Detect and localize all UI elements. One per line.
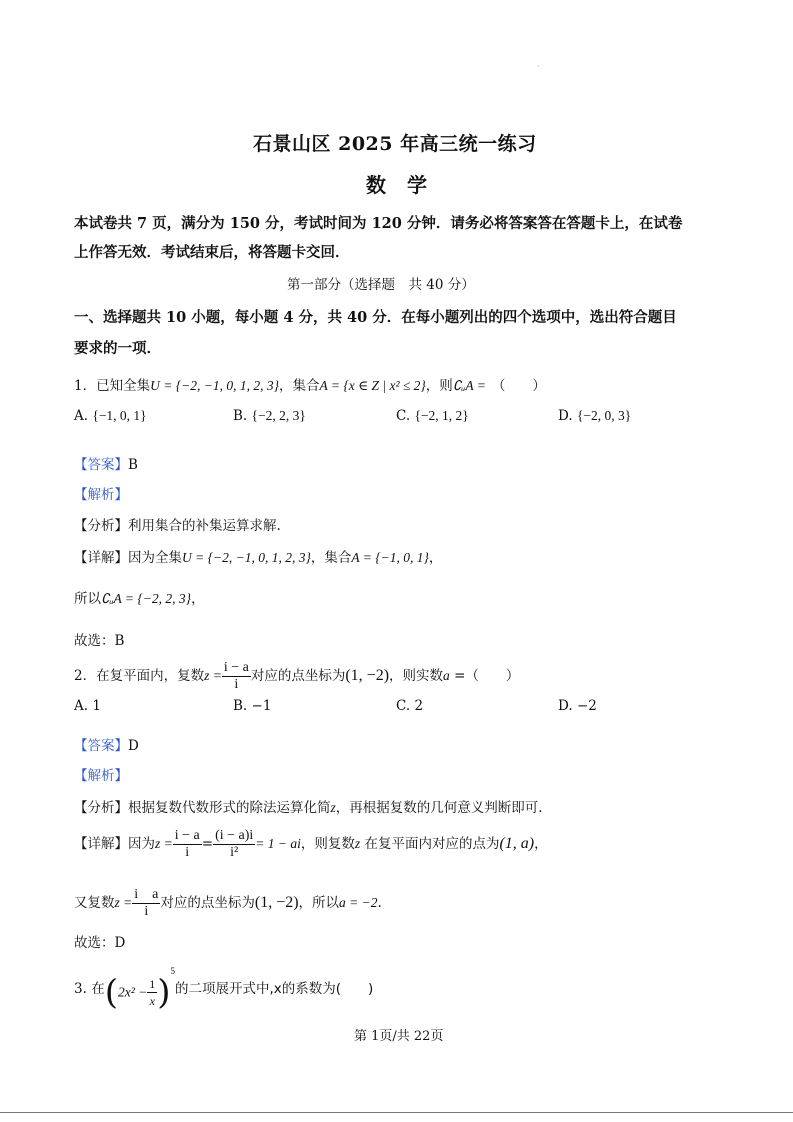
again-fraction bbox=[132, 887, 160, 920]
expr-left-paren: ( bbox=[104, 972, 118, 1013]
again-result: a = −2 bbox=[339, 895, 378, 910]
detail-fraction-1 bbox=[173, 828, 202, 861]
again-text: 又复数 bbox=[74, 895, 115, 911]
q2-tail: ，则实数 bbox=[389, 668, 444, 684]
q1-option-d bbox=[558, 408, 631, 424]
fraction-denominator: i bbox=[144, 904, 149, 919]
q3-expression bbox=[105, 966, 175, 1013]
answer-value: B bbox=[128, 457, 138, 473]
q2-paren: （ ） bbox=[465, 668, 520, 684]
solution-prefix: 所以 bbox=[74, 591, 101, 607]
expr-right-paren: ) bbox=[157, 972, 171, 1013]
q1-tail: ，则 bbox=[425, 378, 453, 394]
q2-detail bbox=[74, 828, 548, 861]
answer-tag: 【答案】 bbox=[74, 738, 128, 754]
option-label: B. bbox=[233, 408, 248, 424]
page-title: 石景山区 2025 年高三统一练习 bbox=[253, 133, 537, 155]
q1-paren: （ ） bbox=[491, 378, 546, 394]
q1-prefix: 1．已知全集 bbox=[74, 378, 151, 394]
fraction-denominator: i bbox=[234, 677, 239, 692]
fraction-denominator: x bbox=[149, 994, 155, 1008]
fraction-numerator: 1 bbox=[149, 977, 156, 991]
answer-value: D bbox=[128, 738, 139, 754]
section-line-1: 一、选择题共 10 小题，每小题 4 分，共 40 分．在每小题列出的四个选项中，选出符合题目 bbox=[74, 309, 677, 326]
q1-stem bbox=[74, 374, 546, 394]
detail-text: ，集合 bbox=[310, 550, 352, 566]
detail-set-u: U = {−2, −1, 0, 1, 2, 3} bbox=[182, 550, 311, 565]
detail-var: z bbox=[354, 836, 361, 851]
option-text: −2 bbox=[576, 698, 597, 714]
detail-fraction-2 bbox=[213, 828, 255, 861]
q1-set-a: A = {x ∈ Z | x² ≤ 2} bbox=[319, 378, 426, 393]
q2-fraction bbox=[222, 660, 251, 693]
q2-fenxi bbox=[74, 796, 543, 816]
detail-text: ，则复数 bbox=[300, 836, 355, 852]
expr-fraction bbox=[147, 976, 157, 1009]
detail-tag: 【详解】 bbox=[74, 836, 128, 852]
q2-var: a bbox=[443, 668, 450, 683]
q1-option-b bbox=[233, 408, 306, 424]
q2-option-c bbox=[396, 698, 423, 714]
expr-body: 2x² − bbox=[117, 984, 148, 1000]
option-label: A. bbox=[74, 698, 89, 714]
again-text: . bbox=[377, 895, 382, 911]
detail-text: 因为 bbox=[128, 836, 155, 852]
again-point: (1, −2) bbox=[254, 894, 299, 911]
again-z: z = bbox=[114, 895, 133, 910]
option-label: C. bbox=[396, 408, 411, 424]
fenxi-text: 根据复数代数形式的除法运算化简 bbox=[128, 800, 331, 816]
answer-tag: 【答案】 bbox=[74, 457, 128, 473]
q2-mid: 对应的点坐标为 bbox=[250, 668, 346, 684]
fraction-denominator: i² bbox=[230, 845, 239, 860]
q2-analysis-tag: 【解析】 bbox=[74, 768, 128, 784]
option-text: 2 bbox=[414, 698, 424, 714]
fraction-numerator: i a bbox=[134, 887, 159, 902]
q2-stem bbox=[74, 660, 519, 693]
q2-z: z = bbox=[204, 668, 222, 683]
detail-set-a: A = {−1, 0, 1} bbox=[351, 550, 429, 565]
fraction-numerator: (i − a)i bbox=[215, 828, 254, 843]
solution-expr: ∁ᵤA = {−2, 2, 3} bbox=[101, 591, 192, 606]
q1-option-c bbox=[396, 408, 469, 424]
instructions-line-1: 本试卷共 7 页，满分为 150 分，考试时间为 120 分钟．请务必将答案答在答题卡上，在试卷 bbox=[74, 215, 683, 232]
bottom-divider bbox=[0, 1112, 793, 1113]
subject-title: 数 学 bbox=[366, 173, 428, 197]
q2-option-b bbox=[233, 698, 271, 714]
q1-option-a bbox=[74, 408, 147, 424]
detail-text: ， bbox=[534, 836, 548, 852]
option-text: {−1, 0, 1} bbox=[92, 408, 147, 423]
fenxi-text: 利用集合的补集运算求解. bbox=[128, 518, 281, 534]
fraction-numerator: i − a bbox=[223, 660, 249, 675]
q1-set-u: U = {−2, −1, 0, 1, 2, 3} bbox=[150, 378, 279, 393]
option-label: C. bbox=[396, 698, 411, 714]
option-label: D. bbox=[558, 408, 573, 424]
corner-mark: · bbox=[537, 62, 540, 71]
detail-point: (1, a) bbox=[499, 835, 535, 852]
instructions-line-2: 上作答无效．考试结束后，将答题卡交回． bbox=[74, 244, 350, 261]
option-label: B. bbox=[233, 698, 248, 714]
fenxi-text: ，再根据复数的几何意义判断即可. bbox=[335, 800, 543, 816]
fraction-denominator: i bbox=[185, 845, 190, 860]
q3-stem bbox=[74, 966, 373, 1013]
q3-zai: 在 bbox=[91, 980, 105, 997]
option-label: D. bbox=[558, 698, 573, 714]
q2-eq: = bbox=[454, 668, 466, 684]
section-line-2: 要求的一项． bbox=[74, 340, 161, 357]
q3-prefix: 3. bbox=[74, 980, 87, 997]
q1-answer bbox=[74, 453, 138, 473]
fenxi-var: z bbox=[330, 800, 336, 815]
option-text: {−2, 2, 3} bbox=[251, 408, 306, 423]
q2-point: (1, −2) bbox=[345, 667, 390, 684]
q2-again bbox=[74, 887, 382, 920]
detail-result: = 1 − ai bbox=[255, 836, 301, 851]
q1-fenxi bbox=[74, 514, 281, 534]
again-text: 对应的点坐标为 bbox=[160, 895, 255, 911]
option-text: 1 bbox=[92, 698, 101, 714]
q1-analysis-tag: 【解析】 bbox=[74, 487, 128, 503]
part-heading: 第一部分（选择题 共 40 分） bbox=[287, 277, 475, 293]
q1-solution bbox=[74, 587, 205, 607]
fenxi-tag: 【分析】 bbox=[74, 518, 128, 534]
q2-answer bbox=[74, 734, 139, 754]
solution-tail: ， bbox=[191, 591, 205, 607]
option-text: −1 bbox=[251, 698, 272, 714]
option-text: {−2, 0, 3} bbox=[576, 408, 632, 423]
q1-complement: ∁ᵤA = bbox=[452, 378, 486, 393]
fraction-numerator: i − a bbox=[174, 828, 200, 843]
expr-power: 5 bbox=[170, 966, 175, 976]
option-text: {−2, 1, 2} bbox=[414, 408, 469, 423]
q1-choice: 故选：B bbox=[74, 633, 125, 649]
q2-prefix: 2．在复平面内，复数 bbox=[74, 668, 205, 684]
fenxi-tag: 【分析】 bbox=[74, 800, 128, 816]
again-text: ，所以 bbox=[298, 895, 340, 911]
option-label: A. bbox=[74, 408, 89, 424]
q2-option-a bbox=[74, 698, 101, 714]
detail-eq: = bbox=[201, 836, 214, 852]
q2-option-d bbox=[558, 698, 597, 714]
q1-detail bbox=[74, 546, 442, 566]
detail-text: 在复平面内对应的点为 bbox=[364, 836, 500, 852]
detail-tag: 【详解】 bbox=[74, 550, 128, 566]
page-number: 第 1页/共 22页 bbox=[354, 1029, 444, 1044]
detail-z: z = bbox=[155, 836, 173, 851]
detail-text: 因为全集 bbox=[128, 550, 182, 566]
q3-tail: 的二项展开式中,x的系数为( ) bbox=[175, 980, 374, 997]
detail-text: ， bbox=[428, 550, 443, 566]
q1-mid: ，集合 bbox=[278, 378, 320, 394]
q2-choice: 故选：D bbox=[74, 935, 126, 951]
